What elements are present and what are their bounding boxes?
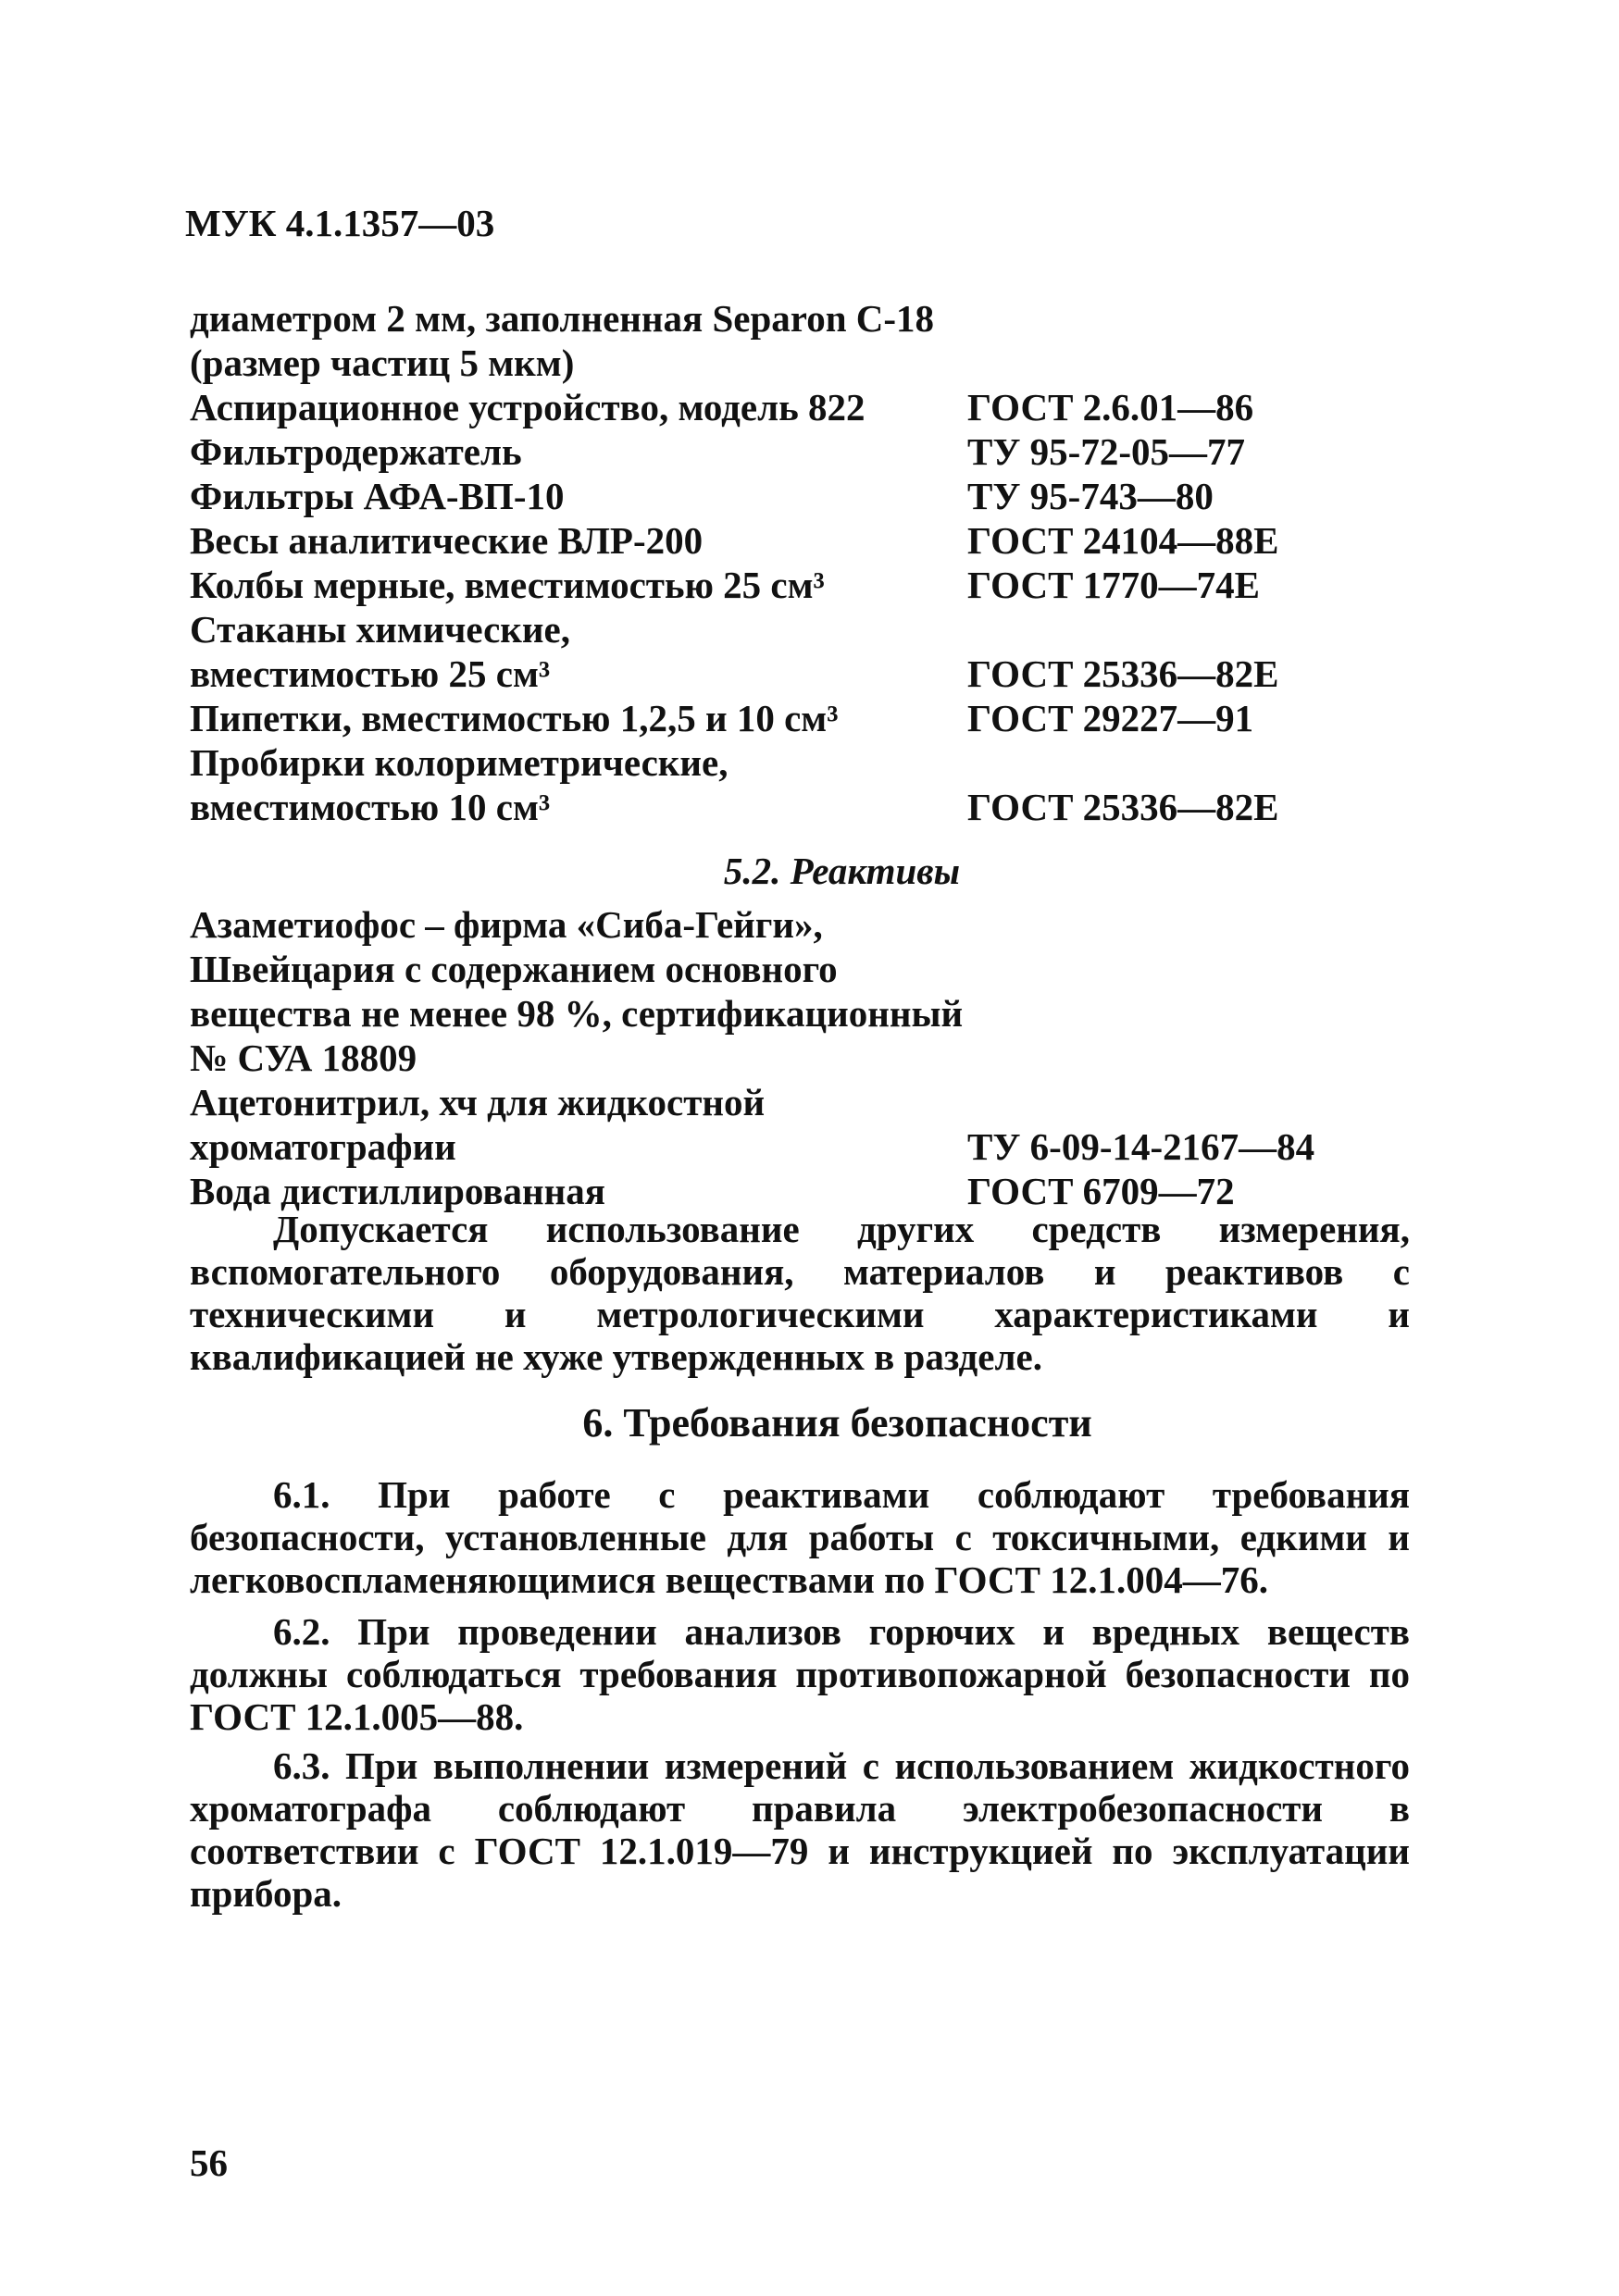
list-item (190, 341, 1412, 385)
equipment-name: Колбы мерные, вместимостью 25 см³ (190, 564, 825, 606)
equipment-name: Пипетки, вместимостью 1,2,5 и 10 см³ (190, 697, 839, 739)
list-item (190, 696, 1412, 740)
paragraph-6-2: 6.2. При проведении анализов горючих и вредных веществ должны соблюдаться требования противопожарной безопасности по ГОСТ 12.1.005—88. (190, 1610, 1410, 1738)
reagent-name: вещества не менее 98 %, сертификационный (190, 992, 964, 1035)
reagent-name: Азаметиофос – фирма «Сиба-Гейги», (190, 903, 823, 946)
document-code-header: МУК 4.1.1357—03 (185, 202, 495, 244)
list-item (190, 1080, 1412, 1124)
paragraph-6-3: 6.3. При выполнении измерений с использованием жидкостного хроматографа соблюдают правила электробезопасности в соответствии с ГОСТ 12.1.019—79 и инструкцией по эксплуатации прибора. (190, 1744, 1410, 1915)
list-item (190, 1036, 1412, 1080)
list-item (190, 296, 1412, 341)
reagent-standard: ГОСТ 6709—72 (967, 1170, 1235, 1212)
reagent-standard: ТУ 6-09-14-2167—84 (967, 1125, 1315, 1168)
list-item (190, 607, 1412, 652)
equipment-standard: ТУ 95-72-05—77 (967, 430, 1245, 473)
list-item (190, 385, 1412, 429)
list-item (190, 785, 1412, 829)
list-item (190, 991, 1412, 1036)
equipment-standard: ТУ 95-743—80 (967, 475, 1214, 517)
list-item (190, 947, 1412, 991)
list-item (190, 740, 1412, 785)
equipment-name: Пробирки колориметрические, (190, 741, 729, 784)
reagent-name: Ацетонитрил, хч для жидкостной (190, 1081, 766, 1123)
equipment-name: Весы аналитические ВЛР-200 (190, 519, 704, 562)
equipment-name: (размер частиц 5 мкм) (190, 341, 575, 384)
reagent-name: хроматографии (190, 1125, 456, 1168)
equipment-standard: ГОСТ 24104—88Е (967, 519, 1279, 562)
equipment-standard: ГОСТ 2.6.01—86 (967, 386, 1254, 428)
reagent-name: Вода дистиллированная (190, 1170, 605, 1212)
equipment-standard: ГОСТ 1770—74Е (967, 564, 1261, 606)
equipment-name: Стаканы химические, (190, 608, 570, 651)
section-title: 6. Требования безопасности (582, 1400, 1092, 1446)
equipment-name: вместимостью 10 см³ (190, 786, 551, 828)
reagent-name: № СУА 18809 (190, 1036, 417, 1079)
equipment-name: Аспирационное устройство, модель 822 (190, 386, 866, 428)
list-item (190, 563, 1412, 607)
list-item (190, 429, 1412, 474)
list-item (190, 652, 1412, 696)
list-item (190, 902, 1412, 947)
equipment-name: Фильтродержатель (190, 430, 522, 473)
equipment-name: Фильтры АФА-ВП-10 (190, 475, 565, 517)
list-item (190, 1169, 1412, 1213)
allowed-substitutes-paragraph: Допускается использование других средств измерения, вспомогательного оборудования, материалов и реактивов с техническими и метрологическими характеристиками и квалификацией не хуже утвержденных в разделе. (190, 1208, 1410, 1378)
equipment-name: вместимостью 25 см³ (190, 652, 551, 695)
equipment-standard: ГОСТ 25336—82Е (967, 652, 1279, 695)
page-number: 56 (190, 2141, 228, 2184)
list-item (190, 518, 1412, 563)
list-item (190, 474, 1412, 518)
reagents-heading: 5.2. Реактивы (723, 850, 961, 892)
equipment-standard: ГОСТ 29227—91 (967, 697, 1254, 739)
paragraph-6-1: 6.1. При работе с реактивами соблюдают требования безопасности, установленные для работы с токсичными, едкими и легковоспламеняющимися веществами по ГОСТ 12.1.004—76. (190, 1473, 1410, 1601)
equipment-standard: ГОСТ 25336—82Е (967, 786, 1279, 828)
equipment-list (190, 296, 1412, 829)
reagent-name: Швейцария с содержанием основного (190, 948, 838, 990)
reagents-list (190, 902, 1412, 1213)
list-item (190, 1124, 1412, 1169)
equipment-name: диаметром 2 мм, заполненная Separon С-18 (190, 297, 935, 340)
